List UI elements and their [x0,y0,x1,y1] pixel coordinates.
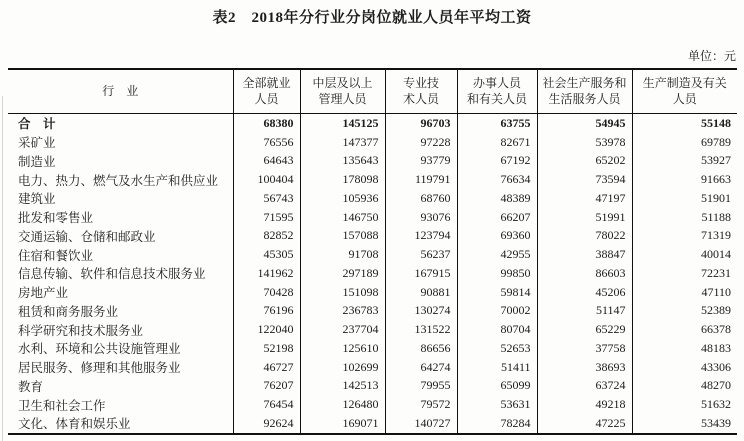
industry-cell: 科学研究和技术服务业 [18,323,144,338]
value-cell: 47110 [632,283,737,302]
value-cell: 51991 [537,208,632,227]
value-cell: 51632 [632,395,737,414]
value-cell: 140727 [385,414,457,434]
value-cell: 52653 [457,339,537,358]
value-cell: 53927 [632,152,737,171]
unit-label: 单位：元 [687,49,736,63]
value-cell: 102699 [300,358,385,377]
value-cell: 131522 [385,320,457,339]
value-cell: 130274 [385,302,457,321]
value-cell: 56237 [385,245,457,264]
value-cell: 43306 [632,358,737,377]
value-cell: 126480 [300,395,385,414]
value-cell: 100404 [233,170,300,189]
header-line: 管理人员 [318,91,367,106]
industry-cell: 批发和零售业 [18,211,94,226]
wage-table [8,68,737,435]
header-line: 专业技 [402,75,439,90]
value-cell: 123794 [385,227,457,246]
header-line: 生产制造及有关 [642,75,727,90]
header-line: 社会生产服务和 [542,75,627,90]
value-cell: 82852 [233,227,300,246]
industry-cell: 合 计 [18,117,56,132]
industry-cell: 卫生和社会工作 [18,398,106,413]
industry-cell: 水利、环境和公共设施管理业 [18,342,181,357]
header-line: 人员 [672,91,697,106]
value-cell: 76207 [233,377,300,396]
value-cell: 40014 [632,245,737,264]
value-cell: 48183 [632,339,737,358]
table-row [8,377,737,396]
value-cell: 142513 [300,377,385,396]
value-cell: 48270 [632,377,737,396]
value-cell: 51411 [457,358,537,377]
value-cell: 65202 [537,152,632,171]
table-row [8,283,737,302]
value-cell: 56743 [233,189,300,208]
industry-cell: 电力、热力、燃气及水生产和供应业 [18,173,219,188]
header-line: 人员 [254,91,279,106]
value-cell: 90881 [385,283,457,302]
value-cell: 63724 [537,377,632,396]
value-cell: 125610 [300,339,385,358]
value-cell: 80704 [457,320,537,339]
value-cell: 38847 [537,245,632,264]
value-cell: 70002 [457,302,537,321]
table-header [8,69,737,114]
value-cell: 52198 [233,339,300,358]
value-cell: 236783 [300,302,385,321]
value-cell: 91708 [300,245,385,264]
value-cell: 97228 [385,133,457,152]
table-row [8,339,737,358]
value-cell: 145125 [300,114,385,133]
value-cell: 92624 [233,414,300,434]
value-cell: 47197 [537,189,632,208]
value-cell: 46727 [233,358,300,377]
table-row [8,170,737,189]
value-cell: 96703 [385,114,457,133]
column-header-production-staff [632,69,737,114]
value-cell: 297189 [300,264,385,283]
table-row [8,152,737,171]
industry-cell: 居民服务、修理和其他服务业 [18,361,181,376]
industry-cell: 制造业 [18,154,56,169]
value-cell: 49218 [537,395,632,414]
header-line: 和有关人员 [466,91,527,106]
value-cell: 237704 [300,320,385,339]
industry-cell: 建筑业 [18,192,56,207]
column-header-clerical [457,69,537,114]
value-cell: 42955 [457,245,537,264]
table-body [8,114,737,434]
value-cell: 167915 [385,264,457,283]
value-cell: 69360 [457,227,537,246]
value-cell: 52389 [632,302,737,321]
value-cell: 76454 [233,395,300,414]
value-cell: 71595 [233,208,300,227]
value-cell: 53439 [632,414,737,434]
value-cell: 59814 [457,283,537,302]
value-cell: 67192 [457,152,537,171]
value-cell: 45305 [233,245,300,264]
value-cell: 76196 [233,302,300,321]
industry-cell: 房地产业 [18,286,69,301]
value-cell: 69789 [632,133,737,152]
value-cell: 122040 [233,320,300,339]
value-cell: 86603 [537,264,632,283]
value-cell: 53978 [537,133,632,152]
column-header-managers [300,69,385,114]
value-cell: 53631 [457,395,537,414]
value-cell: 151098 [300,283,385,302]
value-cell: 65099 [457,377,537,396]
table-row [8,133,737,152]
table-row [8,264,737,283]
value-cell: 76634 [457,170,537,189]
header-line: 术人员 [402,91,439,106]
industry-cell: 文化、体育和娱乐业 [18,417,131,432]
value-cell: 93076 [385,208,457,227]
value-cell: 55148 [632,114,737,133]
table-row [8,302,737,321]
value-cell: 86656 [385,339,457,358]
value-cell: 79572 [385,395,457,414]
value-cell: 63755 [457,114,537,133]
industry-cell: 采矿业 [18,136,56,151]
value-cell: 37758 [537,339,632,358]
value-cell: 68380 [233,114,300,133]
table-row [8,227,737,246]
value-cell: 157088 [300,227,385,246]
industry-cell: 信息传输、软件和信息技术服务业 [18,267,206,282]
value-cell: 178098 [300,170,385,189]
value-cell: 72231 [632,264,737,283]
value-cell: 82671 [457,133,537,152]
table-row [8,320,737,339]
industry-cell: 住宿和餐饮业 [18,248,94,263]
value-cell: 45206 [537,283,632,302]
value-cell: 68760 [385,189,457,208]
header-line: 全部就业 [242,75,291,90]
value-cell: 66378 [632,320,737,339]
header-line: 办事人员 [472,75,521,90]
value-cell: 99850 [457,264,537,283]
value-cell: 91663 [632,170,737,189]
table-row [8,414,737,434]
header-line: 生活服务人员 [548,91,621,106]
table-row [8,395,737,414]
value-cell: 169071 [300,414,385,434]
value-cell: 51147 [537,302,632,321]
table-row [8,189,737,208]
industry-cell: 教育 [18,379,44,394]
value-cell: 93779 [385,152,457,171]
value-cell: 64274 [385,358,457,377]
table-row [8,208,737,227]
value-cell: 76556 [233,133,300,152]
value-cell: 38693 [537,358,632,377]
value-cell: 65229 [537,320,632,339]
value-cell: 51901 [632,189,737,208]
value-cell: 71319 [632,227,737,246]
value-cell: 79955 [385,377,457,396]
header-row [8,69,737,114]
value-cell: 105936 [300,189,385,208]
value-cell: 48389 [457,189,537,208]
header-line: 中层及以上 [312,75,373,90]
industry-cell: 交通运输、仓储和邮政业 [18,229,156,244]
value-cell: 119791 [385,170,457,189]
column-header-service-staff [537,69,632,114]
value-cell: 73594 [537,170,632,189]
column-header-industry: 行 业 [8,69,233,114]
value-cell: 147377 [300,133,385,152]
table-row [8,358,737,377]
value-cell: 51188 [632,208,737,227]
value-cell: 54945 [537,114,632,133]
value-cell: 70428 [233,283,300,302]
value-cell: 78022 [537,227,632,246]
page-title: 表2 2018年分行业分岗位就业人员年平均工资 [212,10,532,26]
value-cell: 66207 [457,208,537,227]
table-row [8,114,737,133]
table-row [8,245,737,264]
value-cell: 141962 [233,264,300,283]
column-header-all-employees [233,69,300,114]
industry-cell: 租赁和商务服务业 [18,304,119,319]
value-cell: 78284 [457,414,537,434]
column-header-technicians [385,69,457,114]
value-cell: 135643 [300,152,385,171]
value-cell: 47225 [537,414,632,434]
scan-edge-artifact [2,96,3,441]
value-cell: 64643 [233,152,300,171]
value-cell: 146750 [300,208,385,227]
